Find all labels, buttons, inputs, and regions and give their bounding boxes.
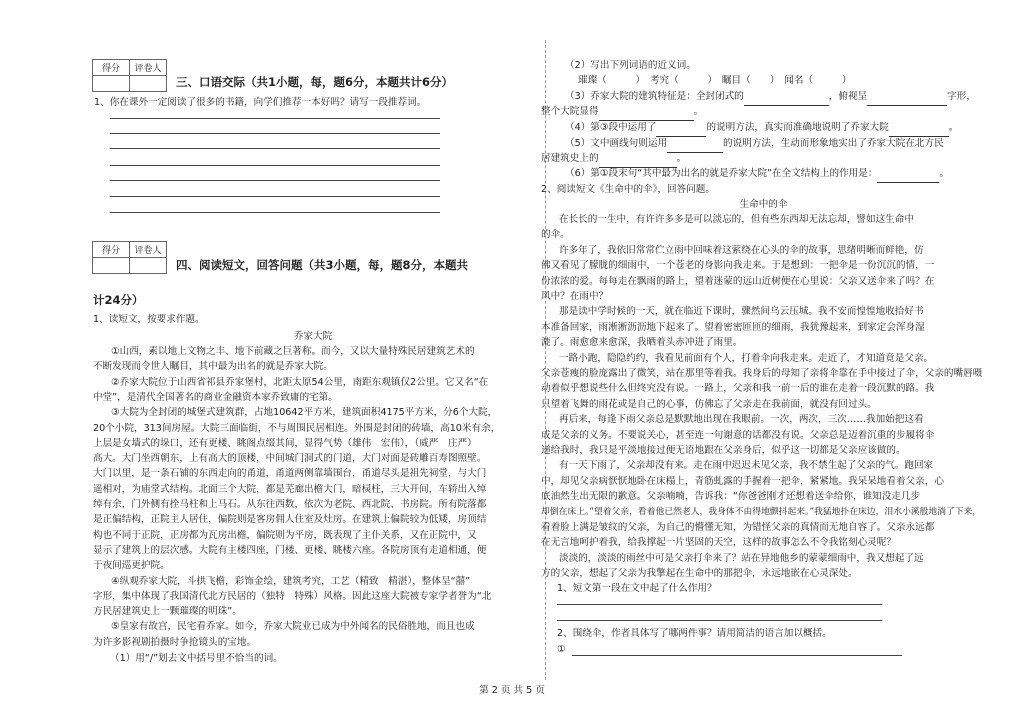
reading-question-2: 2、围绕伞，作者具体写了哪两件事？请用简洁的语言加以概括。: [557, 628, 832, 639]
text-line: 构也不同于正院，正房都为瓦房出檐，偏院则为平房，既表现了主仆关系，又在正院中，又: [93, 529, 477, 541]
text-line: 份浓浓的爱。每每走在飘雨的路上，望着迷蒙的远山近树便在心里说：父亲又送伞来了吗？在: [541, 275, 935, 287]
answer-line[interactable]: [110, 165, 440, 166]
score-table-section4: [92, 241, 167, 274]
text-line: 为许多影视剧拍摄时争抢镜头的宝地。: [93, 636, 257, 648]
text-line: 的伞。: [541, 229, 570, 241]
text-line: 却倒在床上。”望着父亲，看着他已然老人，我身体不由得地颤抖起来。”我猛地扑在床边，泪水小溪般地淌了下来，: [541, 506, 982, 517]
text-line: 字形，集中体现了我国清代北方民居的（独特 特殊）风格。因此这座大院被专家学者誉为“北: [93, 590, 492, 602]
score-cell[interactable]: [93, 76, 130, 92]
text-line: 看着脸上满是皱纹的父亲，为自己的懵懂无知，为错怪父亲的真情而无地自容了。父亲永远都: [541, 522, 935, 533]
question-2: （2）写出下列词语的近义词。: [565, 60, 696, 71]
text-line: ④纵观乔家大院，斗拱飞檐，彩饰金绘，建筑考究，工艺（精致 精湛），整体呈“囍”: [111, 575, 471, 587]
answer-line[interactable]: [572, 655, 902, 656]
section3-question: 1、你在课外一定阅读了很多的书籍，向学们推荐一本好吗？请写一段推荐词。: [94, 97, 427, 108]
text-line: 风中？在雨中？: [541, 291, 609, 302]
text-line: 许多年了，我依旧常常伫立雨中回味着这萦绕在心头的伞的故事，思绪明晰而鲜艳，仿: [559, 244, 924, 256]
text-line: 上层是女墙式的垛口，还有更楼、眺阁点缀其间，显得气势（雄伟 宏伟），（威严 庄严）: [93, 437, 477, 449]
text-line: ③大院为全封闭的城堡式建筑群，占地10642平方米，建筑面积4175平方米，分6个大院，: [111, 407, 498, 419]
text-line: 大门以里，是一条石铺的东西走向的甬道，甬道两侧靠墙围台，甬道尽头是祖先祠堂，与大门: [93, 468, 487, 480]
answer-line[interactable]: [110, 180, 440, 181]
text-line: 动着似乎想说些什么但终究没有说。一路上，父亲和我一前一后的谁在走着一段沉默的路。我: [541, 383, 935, 395]
question-5: （5）文中画线句则运用 的说明方法，生动而形象地实出了乔家大院在北方民: [565, 136, 944, 153]
blank-field[interactable]: [599, 104, 694, 121]
blank-field[interactable]: [889, 120, 949, 137]
text-line: 一路小跑，隐隐约约，我看见前面有个人，打着伞向我走来。走近了，才知道竟是父亲。: [559, 352, 934, 364]
grader-cell[interactable]: [130, 76, 167, 92]
answer-line[interactable]: [110, 196, 440, 197]
text-line: 20个小院，313间房屋。大院三面临街，不与周围民居相连。外围是封闭的砖墙，高10米有余，: [93, 422, 501, 434]
answer-line[interactable]: [557, 620, 882, 621]
score-label: 得分: [93, 60, 130, 76]
question-3: （3）乔家大院的建筑特征是：全封闭式的 ，俯视呈 字形，: [565, 89, 985, 106]
score-label: 得分: [93, 242, 130, 258]
reading-question-1: 1、短文第一段在文中起了什么作用？: [557, 583, 717, 594]
question-2-words: 璀璨（ ） 考究（ ） 瞩目（ ） 闻名（ ）: [578, 75, 852, 86]
text-line: ①山西，素以地上文物之丰、地下前藏之巨著称。而今，又以大量特殊民居建筑艺术的: [111, 346, 475, 357]
text-line: 于夜间巡更护院。: [93, 560, 170, 572]
question-6: （6）第①段末句“其中最为出名的就是乔家大院”在全文结构上的作用是： 。: [565, 166, 949, 183]
blank-field[interactable]: [867, 89, 947, 106]
text-line: 底油然生出无限的歉意。父亲喃喃，告诉我：“你爸爸刚才还想着送伞给你，谁知没走几步: [541, 491, 921, 503]
score-table-section3: [92, 59, 167, 92]
column-divider: [545, 40, 546, 680]
text-line: 在长长的一生中，有许许多多是可以淡忘的，但有些东西却无法忘却，譬如这生命中: [559, 214, 914, 225]
text-line: 方的父亲，想起了父亲为我擎起在生命中的那把伞，永远地嵌在心灵深处。: [541, 568, 858, 580]
blank-field[interactable]: [877, 166, 939, 183]
text-line: 本准备回家，雨淅淅沥沥地下起来了。望着密密匝匝的细雨，我犹豫起来，到家定会浑身湿: [541, 321, 925, 333]
section4-title: 四、阅读短文，回答问题（共3小题，每，题8分，本题共: [176, 258, 469, 272]
question-7: 2、阅读短文《生命中的伞》，回答问题。: [541, 184, 715, 195]
grader-cell[interactable]: [130, 258, 167, 274]
grader-label: 评卷人: [130, 242, 167, 258]
text-line: ②乔家大院位于山西省祁县乔家堡村，北距太原54公里，南距东观镇仅2公里。它又名“在: [111, 376, 489, 388]
article-title: 乔家大院: [293, 331, 333, 342]
text-line: 中堂”，是清代全国著名的商业金融资本家乔致庸的宅第。: [93, 391, 338, 403]
text-line: 父亲苍瘦的脸庞露出了微笑，站在那里等着我。我身后的母知了亲将伞靠在手中接过了伞，父亲的嘴唇嗫: [541, 368, 983, 379]
answer-line[interactable]: [110, 148, 440, 149]
question-1: （1）用“/”划去文中括号里不恰当的词。: [110, 653, 283, 664]
text-line: 再后来，每逢下雨父亲总是默默地出现在我眼前。一次，两次，三次……我加始把这看: [559, 414, 924, 426]
answer-marker: ①: [557, 644, 566, 655]
section3-title: 三、口语交际（共1小题，每，题6分，本题共计6分）: [176, 75, 454, 89]
read-instruction: 1、读短文，按要求作题。: [93, 314, 205, 325]
page-number: 第 2 页 共 5 页: [479, 685, 545, 696]
text-line: 是正偏结构，正院主人居住，偏院则是客房佣人住室及灶房。在建筑上偏院较为低矮，房顶结: [93, 514, 487, 526]
story-title: 生命中的伞: [739, 199, 788, 210]
question-5-cont: 居建筑史上的 。: [541, 151, 686, 168]
text-line: 绰有余，门外侧有拴马柱和上马石。从东往西数，依次为老院、西北院、书房院。所有院落都: [93, 499, 487, 510]
text-line: 成是父亲的义务。不要说关心，甚至连一句谢意的话都没有说。父亲总是迈着沉重的步履将伞: [541, 429, 935, 441]
text-line: 漉了。雨愈愈来愈深，我晒着头赤冲进了雨里。: [541, 337, 743, 349]
text-line: 高大。大门坐西朝东，上有高大的顶楼，中间城门洞式的门道，大门对面是砖雕百寿图照壁。: [93, 453, 487, 465]
answer-line[interactable]: [110, 133, 440, 134]
blank-field[interactable]: [744, 89, 829, 106]
blank-field[interactable]: [656, 120, 706, 137]
text-line: ⑤皇家有故宫，民宅看乔家。如今，乔家大院业已成为中外闻名的民俗胜地，而且也成: [111, 621, 475, 633]
text-line: 淡淡的，淡淡的雨丝中可是父亲打伞来了？站在异地他乡的蒙蒙细雨中，我又想起了远: [559, 552, 924, 564]
text-line: 方民居建筑史上一颗璀璨的明珠”。: [93, 606, 242, 618]
text-line: 中，却见父亲病恹恹地卧在床榻上，青筋虬露的手握着一把伞，紧紧地。我呆呆地看着父亲，心: [541, 475, 944, 487]
text-line: 只望着飞舞的雨花或是自己的心事，仿佛忘了父亲走在我前面，就没有回过头。: [541, 398, 877, 410]
answer-line[interactable]: [557, 604, 882, 605]
text-line: 有一天下雨了，父亲却没有来。走在雨中迟迟未见父亲，我不禁生起了父亲的气。跑回家: [559, 460, 934, 472]
text-line: 递给我时，我只是平淡地接过便无语地跟在父亲身后，似乎这一切都是父亲应该做的。: [541, 445, 906, 456]
answer-line[interactable]: [110, 118, 440, 119]
text-line: 不断发现而令世人瞩目，其中最为出名的就是乔家大院。: [93, 361, 333, 373]
text-line: 在无言地呵护着我，给我撑起一片坚固的天空，这样的故事怎么不令我铭刻心灵呢？: [541, 537, 896, 549]
text-line: 那是读中学时候的一天，就在临近下课时，骤然间乌云压城。我不安而惶惶地收拾好书: [559, 306, 924, 318]
text-line: 显示了建筑上的层次感。大院有主楼四座，门楼、更楼、眺楼六座。各院房顶有走道相通，便: [93, 544, 487, 556]
section4-title-cont: 计24分）: [93, 293, 144, 307]
text-line: 遥相对，为庙堂式结构。北面三个大院，都是芜廊出檐大门，暗棂柱，三大开间，车轿出入绰: [93, 483, 487, 495]
question-3-cont: 整个大院显得 。: [541, 104, 703, 121]
answer-line[interactable]: [110, 212, 440, 213]
text-line: 佛又看见了朦胧的细雨中，一个苍老的身影向我走来。于是想到：一把伞是一份沉沉的情，一: [541, 260, 935, 272]
question-4: （4）第③段中运用了 的说明方法，真实而准确地说明了乔家大院 。: [565, 120, 958, 137]
grader-label: 评卷人: [130, 60, 167, 76]
score-cell[interactable]: [93, 258, 130, 274]
